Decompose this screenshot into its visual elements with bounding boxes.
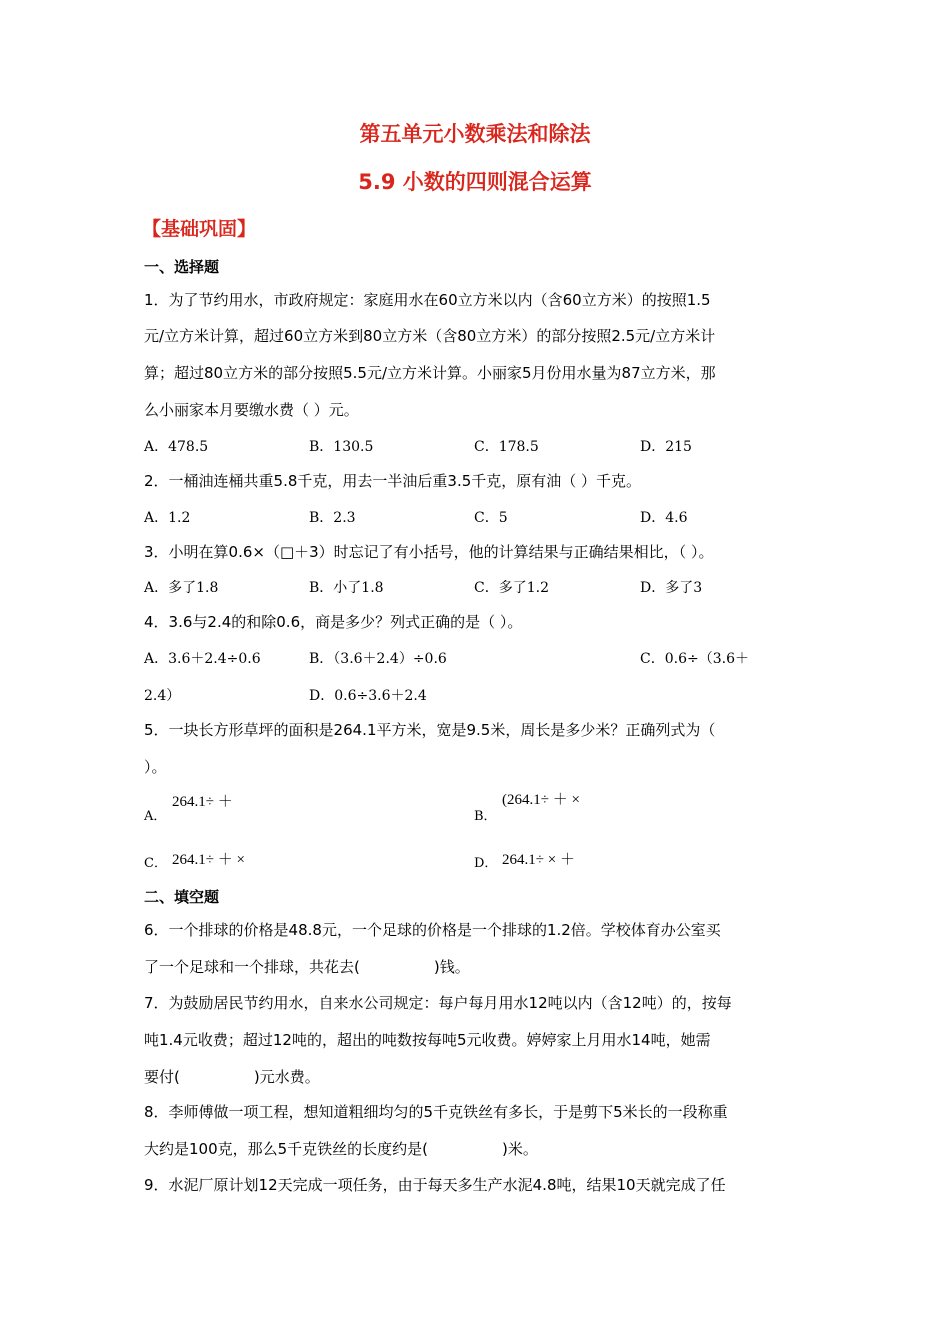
q5-option-a-formula: 264.1÷ ＋ — [172, 794, 233, 810]
q3-line1: 3．小明在算0.6×（□＋3）时忘记了有小括号，他的计算结果与正确结果相比，（ ）。 — [144, 543, 714, 561]
part-choice-heading: 一、选择题 — [144, 258, 220, 276]
q4-line1: 4．3.6与2.4的和除0.6，商是多少？列式正确的是（ ）。 — [144, 613, 523, 631]
q4-option-c-cont: 2.4） — [144, 688, 181, 704]
q5-option-b-label: B． — [474, 809, 497, 824]
q7-line3 — [144, 1066, 320, 1087]
q8-line2 — [144, 1138, 538, 1159]
q3-option-a: A．多了1.8 — [144, 580, 219, 596]
q3-option-c: C．多了1.2 — [474, 580, 549, 596]
q5-option-d-formula: 264.1÷ × ＋ — [502, 852, 575, 868]
q4-option-d: D．0.6÷3.6＋2.4 — [309, 688, 427, 704]
q3-option-b: B．小了1.8 — [309, 580, 384, 596]
q2-option-b: B．2.3 — [309, 510, 356, 526]
q4-option-c: C．0.6÷（3.6＋ — [640, 651, 749, 667]
q6-line2-text-b: )钱。 — [433, 958, 470, 976]
q5-option-d-label: D． — [474, 856, 498, 871]
q5-line2: ）。 — [144, 758, 167, 776]
q8-line1: 8．李师傅做一项工程，想知道粗细均匀的5千克铁丝有多长，于是剪下5米长的一段称重 — [144, 1103, 728, 1121]
q6-line1: 6．一个排球的价格是48.8元，一个足球的价格是一个排球的1.2倍。学校体育办公室买 — [144, 921, 721, 939]
q6-line2 — [144, 956, 470, 977]
q5-option-c-formula: 264.1÷ ＋ × — [172, 852, 245, 868]
q2-option-c: C．5 — [474, 510, 508, 526]
q1-option-c: C．178.5 — [474, 439, 539, 455]
q5-line1: 5．一块长方形草坪的面积是264.1平方米，宽是9.5米，周长是多少米？正确列式为（ — [144, 721, 716, 739]
q5-option-b-formula: (264.1÷ ＋ × — [502, 792, 580, 808]
q2-option-d: D．4.6 — [640, 510, 688, 526]
q7-line3-text-b: )元水费。 — [253, 1068, 320, 1086]
q2-option-a: A．1.2 — [144, 510, 191, 526]
q7-line1: 7．为鼓励居民节约用水，自来水公司规定：每户每月用水12吨以内（含12吨）的，按每 — [144, 994, 732, 1012]
q8-line2-text-b: )米。 — [502, 1140, 538, 1158]
q2-line1: 2．一桶油连桶共重5.8千克，用去一半油后重3.5千克，原有油（ ）千克。 — [144, 472, 642, 490]
q1-option-b: B．130.5 — [309, 439, 374, 455]
q1-line1: 1．为了节约用水，市政府规定：家庭用水在60立方米以内（含60立方米）的按照1.5 — [144, 291, 711, 309]
q5-option-a-label: A． — [144, 809, 167, 824]
q1-line4: 么小丽家本月要缴水费（ ）元。 — [144, 401, 359, 419]
q6-line2-text-a: 了一个足球和一个排球，共花去( — [144, 958, 360, 976]
lesson-title: 5.9 小数的四则混合运算 — [358, 170, 592, 194]
q4-option-b: B．（3.6＋2.4）÷0.6 — [309, 651, 447, 667]
q1-line2: 元/立方米计算，超过60立方米到80立方米（含80立方米）的部分按照2.5元/立方米计 — [144, 327, 716, 345]
q9-line1: 9．水泥厂原计划12天完成一项任务，由于每天多生产水泥4.8吨，结果10天就完成了任 — [144, 1176, 726, 1194]
section-heading: 【基础巩固】 — [142, 218, 257, 240]
part-fill-heading: 二、填空题 — [144, 888, 220, 906]
q7-line3-text-a: 要付( — [144, 1068, 180, 1086]
q1-option-a: A．478.5 — [144, 439, 209, 455]
q1-line3: 算；超过80立方米的部分按照5.5元/立方米计算。小丽家5月份用水量为87立方米，那 — [144, 364, 716, 382]
q3-option-d: D．多了3 — [640, 580, 703, 596]
q5-option-c-label: C． — [144, 856, 167, 871]
q8-line2-text-a: 大约是100克，那么5千克铁丝的长度约是( — [144, 1140, 429, 1158]
q1-option-d: D．215 — [640, 439, 692, 455]
q7-line2: 吨1.4元收费；超过12吨的，超出的吨数按每吨5元收费。婷婷家上月用水14吨，她需 — [144, 1031, 711, 1049]
unit-title: 第五单元小数乘法和除法 — [359, 122, 591, 146]
q4-option-a: A．3.6＋2.4÷0.6 — [144, 651, 261, 667]
